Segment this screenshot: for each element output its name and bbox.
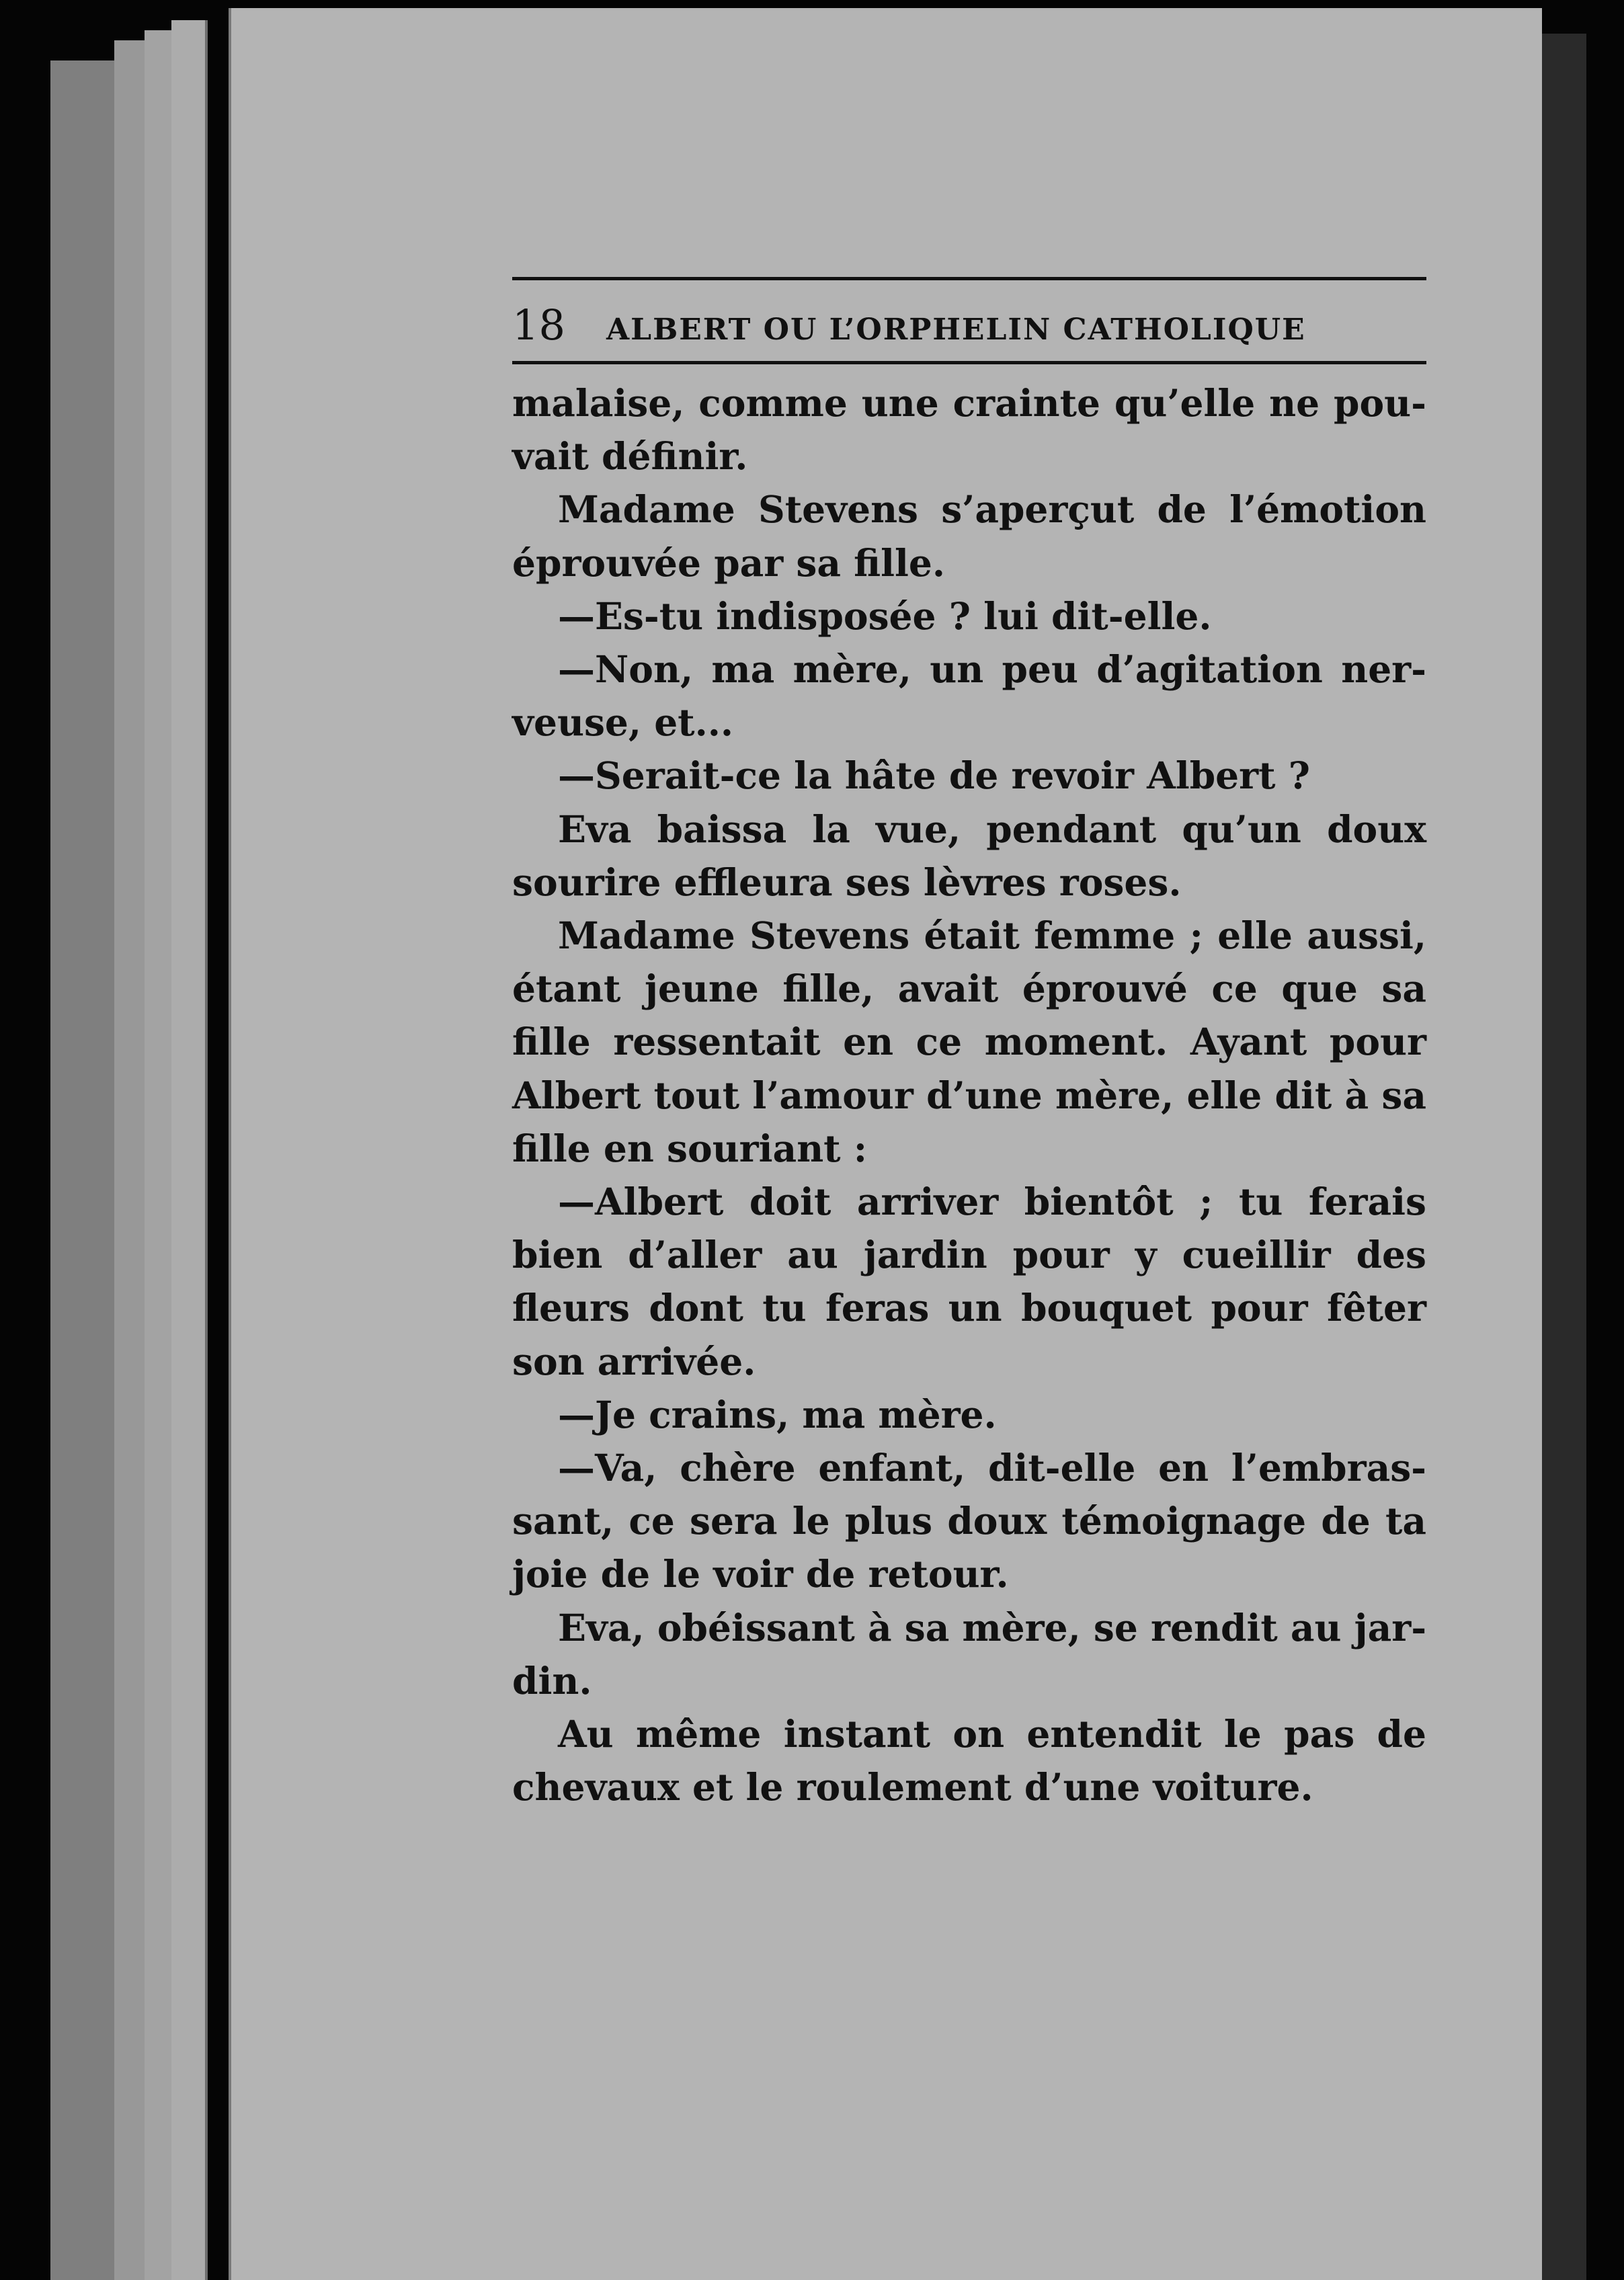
text-line: —Serait-ce la hâte de revoir Albert ? [558, 754, 1310, 798]
text-line: Eva baissa la vue, pendant qu’un doux [558, 807, 1426, 851]
text-line: Madame Stevens s’aperçut de l’émotion [558, 487, 1426, 532]
text-line: fille ressentait en ce moment. Ayant pour [512, 1020, 1426, 1064]
text-line: sant, ce sera le plus doux témoignage de ta [512, 1499, 1426, 1543]
text-line: son arrivée. [512, 1339, 756, 1383]
text-line: joie de le voir de retour. [512, 1552, 1009, 1596]
running-title: ALBERT OU L’ORPHELIN CATHOLIQUE [606, 313, 1306, 347]
text-line: —Je crains, ma mère. [558, 1392, 997, 1436]
page-edge [114, 40, 147, 2280]
text-line: vait définir. [512, 434, 748, 479]
page-header [512, 280, 1624, 361]
book-page [229, 8, 1542, 2280]
text-line: bien d’aller au jardin pour y cueillir des [512, 1233, 1426, 1277]
text-line: din. [512, 1658, 592, 1703]
text-line: —Non, ma mère, un peu d’agitation ner- [558, 647, 1426, 692]
page-edge [145, 30, 174, 2280]
text-line: Madame Stevens était femme ; elle aussi, [558, 913, 1426, 958]
text-line: Albert tout l’amour d’une mère, elle dit à sa [512, 1073, 1426, 1117]
text-block [512, 277, 1624, 1814]
page-number: 18 [512, 300, 565, 350]
text-line: malaise, comme une crainte qu’elle ne pou- [512, 381, 1426, 425]
text-line: fille en souriant : [512, 1126, 868, 1170]
text-line: —Albert doit arriver bientôt ; tu ferais [558, 1180, 1426, 1224]
text-line: sourire effleura ses lèvres roses. [512, 860, 1182, 904]
text-line: étant jeune fille, avait éprouvé ce que sa [512, 967, 1426, 1011]
header-rule-bottom [512, 361, 1426, 364]
text-line: —Va, chère enfant, dit-elle en l’embras- [558, 1446, 1426, 1490]
text-line: veuse, et... [512, 700, 734, 745]
text-line: fleurs dont tu feras un bouquet pour fêter [512, 1286, 1426, 1330]
page-edge [50, 60, 117, 2280]
text-line: —Es-tu indisposée ? lui dit-elle. [558, 594, 1212, 638]
text-line: Au même instant on entendit le pas de [558, 1712, 1426, 1756]
text-line: Eva, obéissant à sa mère, se rendit au jar- [558, 1605, 1427, 1650]
text-line: chevaux et le roulement d’une voiture. [512, 1765, 1313, 1809]
text-line: éprouvée par sa fille. [512, 540, 946, 585]
page-edge [171, 20, 208, 2280]
body-text [512, 376, 1426, 1814]
